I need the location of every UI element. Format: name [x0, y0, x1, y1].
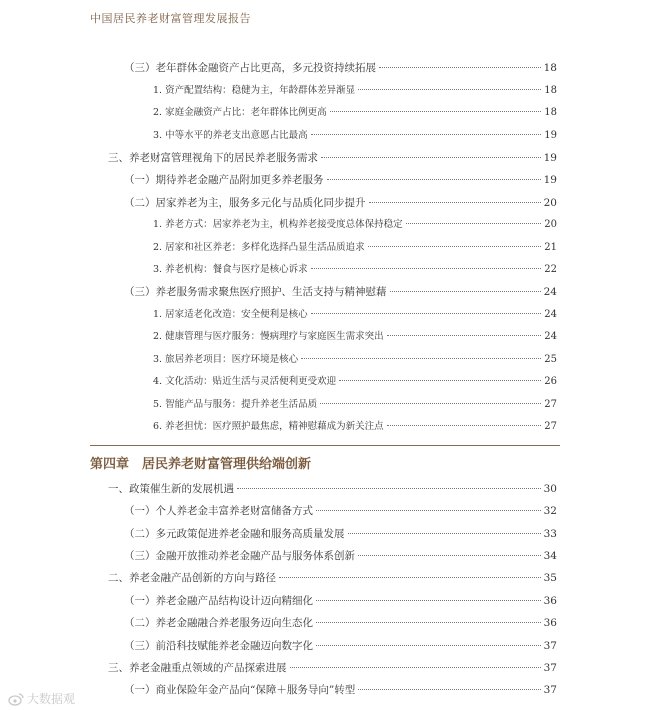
- toc-entry-page: 21: [544, 242, 557, 253]
- toc-entry-page: 26: [544, 376, 557, 387]
- toc-entry-title: （一）商业保险年金产品向“保障＋服务导向”转型: [124, 684, 356, 696]
- toc-entry-title: （三）老年群体金融资产占比更高，多元投资持续拓展: [124, 62, 376, 74]
- chapter-title: 第四章 居民养老财富管理供给端创新: [90, 457, 312, 472]
- toc-entry-page: 19: [543, 174, 557, 186]
- dot-leader: [311, 267, 542, 269]
- dot-leader: [358, 88, 541, 90]
- toc-entry-page: 20: [544, 219, 557, 230]
- dot-leader: [279, 576, 541, 578]
- dot-leader: [301, 357, 541, 359]
- toc-entry-title: 二、养老金融产品创新的方向与路径: [108, 572, 276, 584]
- toc-entry-title: 3. 中等水平的养老支出意愿占比最高: [153, 130, 308, 141]
- toc-entry[interactable]: [108, 150, 557, 166]
- dot-leader: [330, 110, 542, 112]
- toc-entry[interactable]: [153, 105, 557, 121]
- toc-entry-page: 18: [543, 62, 557, 74]
- dot-leader: [316, 509, 541, 511]
- toc-entry[interactable]: [124, 615, 557, 631]
- toc-entry-title: 2. 居家和社区养老：多样化选择凸显生活品质追求: [153, 242, 365, 253]
- dot-leader: [348, 532, 541, 534]
- toc-entry-page: 24: [544, 309, 557, 320]
- dot-leader: [316, 599, 541, 601]
- toc-entry-title: 5. 智能产品与服务：提升养老生活品质: [153, 399, 318, 410]
- watermark-text: 大数据观: [27, 692, 76, 706]
- toc-entry-title: 1. 居家适老化改造：安全便利是核心: [153, 309, 308, 320]
- dot-leader: [369, 201, 541, 203]
- toc-entry[interactable]: [124, 593, 557, 609]
- toc-entry[interactable]: [124, 284, 557, 300]
- toc-entry-page: 33: [543, 528, 557, 540]
- toc-entry-page: 30: [543, 483, 557, 495]
- toc-entry[interactable]: [153, 240, 557, 256]
- toc-entry[interactable]: [108, 481, 557, 497]
- dot-leader: [316, 644, 541, 646]
- toc-entry[interactable]: [108, 570, 557, 586]
- toc-entry-page: 18: [544, 107, 557, 118]
- toc-entry-page: 35: [543, 572, 557, 584]
- toc-entry-title: 3. 养老机构：餐食与医疗是核心诉求: [153, 264, 308, 275]
- weibo-icon: [8, 692, 24, 706]
- toc-entry-title: （三）养老服务需求聚焦医疗照护、生活支持与精神慰藉: [124, 286, 387, 298]
- toc-entry[interactable]: [153, 352, 557, 368]
- toc-entry-page: 37: [543, 684, 557, 696]
- dot-leader: [327, 178, 541, 180]
- toc-entry-title: （二）养老金融融合养老服务迈向生态化: [124, 617, 313, 629]
- dot-leader: [358, 554, 541, 556]
- dot-leader: [379, 66, 541, 68]
- toc-entry[interactable]: [153, 217, 557, 233]
- toc-entry-title: 一、政策催生新的发展机遇: [108, 483, 234, 495]
- dot-leader: [237, 487, 541, 489]
- dot-leader: [290, 666, 541, 668]
- toc-entry-title: 6. 养老担忧：医疗照护最焦虑，精神慰藉成为新关注点: [153, 421, 384, 432]
- toc-entry-title: （三）金融开放推动养老金融产品与服务体系创新: [124, 550, 355, 562]
- toc-entry-page: 19: [543, 152, 557, 164]
- toc-entry-title: 2. 家庭金融资产占比：老年群体比例更高: [153, 107, 327, 118]
- toc-entry[interactable]: [124, 526, 557, 542]
- toc-entry-page: 27: [544, 421, 557, 432]
- toc-entry[interactable]: [124, 60, 557, 76]
- toc-entry-title: 三、养老金融重点领域的产品探索进展: [108, 662, 287, 674]
- dot-leader: [316, 621, 541, 623]
- dot-leader: [406, 222, 542, 224]
- chapter-divider: [90, 445, 560, 446]
- toc-entry-page: 34: [543, 550, 557, 562]
- toc-entry[interactable]: [153, 419, 557, 435]
- dot-leader: [390, 290, 541, 292]
- toc-entry-page: 37: [543, 640, 557, 652]
- toc-entry[interactable]: [124, 195, 557, 211]
- toc-entry[interactable]: [153, 128, 557, 144]
- toc-entry-title: （一）个人养老金丰富养老财富储备方式: [124, 505, 313, 517]
- toc-entry-page: 32: [543, 505, 557, 517]
- dot-leader: [339, 379, 541, 381]
- toc-entry[interactable]: [153, 374, 557, 390]
- toc-entry-title: 2. 健康管理与医疗服务：慢病理疗与家庭医生需求突出: [153, 331, 384, 342]
- toc-entry-title: 3. 旅居养老项目：医疗环境是核心: [153, 354, 299, 365]
- dot-leader: [387, 424, 542, 426]
- toc-entry-page: 36: [543, 595, 557, 607]
- toc-entry-title: （一）养老金融产品结构设计迈向精细化: [124, 595, 313, 607]
- dot-leader: [320, 402, 541, 404]
- toc-entry[interactable]: [124, 503, 557, 519]
- dot-leader: [321, 156, 541, 158]
- toc-entry-title: 1. 资产配置结构：稳健为主，年龄群体差异渐显: [153, 85, 356, 96]
- toc-entry-page: 18: [544, 85, 557, 96]
- toc-entry[interactable]: [108, 660, 557, 676]
- toc-entry-page: 25: [544, 354, 557, 365]
- toc-entry[interactable]: [124, 548, 557, 564]
- dot-leader: [311, 133, 542, 135]
- toc-entry-page: 24: [544, 331, 557, 342]
- toc-entry-title: 三、养老财富管理视角下的居民养老服务需求: [108, 152, 318, 164]
- toc-entry[interactable]: [124, 172, 557, 188]
- toc-entry-page: 36: [543, 617, 557, 629]
- dot-leader: [311, 312, 542, 314]
- toc-entry-title: （二）居家养老为主，服务多元化与品质化同步提升: [124, 197, 366, 209]
- running-header: 中国居民养老财富管理发展报告: [90, 12, 251, 25]
- dot-leader: [387, 334, 542, 336]
- toc-entry[interactable]: [153, 262, 557, 278]
- toc-entry[interactable]: [153, 397, 557, 413]
- watermark: [8, 690, 75, 707]
- toc-entry[interactable]: [153, 83, 557, 99]
- dot-leader: [368, 245, 542, 247]
- toc-entry-page: 27: [544, 399, 557, 410]
- toc-entry[interactable]: [153, 329, 557, 345]
- toc-entry-page: 22: [544, 264, 557, 275]
- toc-entry-page: 24: [543, 286, 557, 298]
- toc-entry[interactable]: [124, 638, 557, 654]
- toc-entry-title: 4. 文化活动：贴近生活与灵活便利更受欢迎: [153, 376, 337, 387]
- toc-entry-title: （一）期待养老金融产品附加更多养老服务: [124, 174, 324, 186]
- toc-entry-title: （三）前沿科技赋能养老金融迈向数字化: [124, 640, 313, 652]
- toc-entry-page: 20: [543, 197, 557, 209]
- toc-entry-title: （二）多元政策促进养老金融和服务高质量发展: [124, 528, 345, 540]
- toc-entry[interactable]: [153, 307, 557, 323]
- toc-entry[interactable]: [124, 682, 557, 698]
- toc-entry-title: 1. 养老方式：居家养老为主，机构养老接受度总体保持稳定: [153, 219, 403, 230]
- dot-leader: [358, 688, 540, 690]
- toc-entry-page: 37: [543, 662, 557, 674]
- toc-entry-page: 19: [544, 130, 557, 141]
